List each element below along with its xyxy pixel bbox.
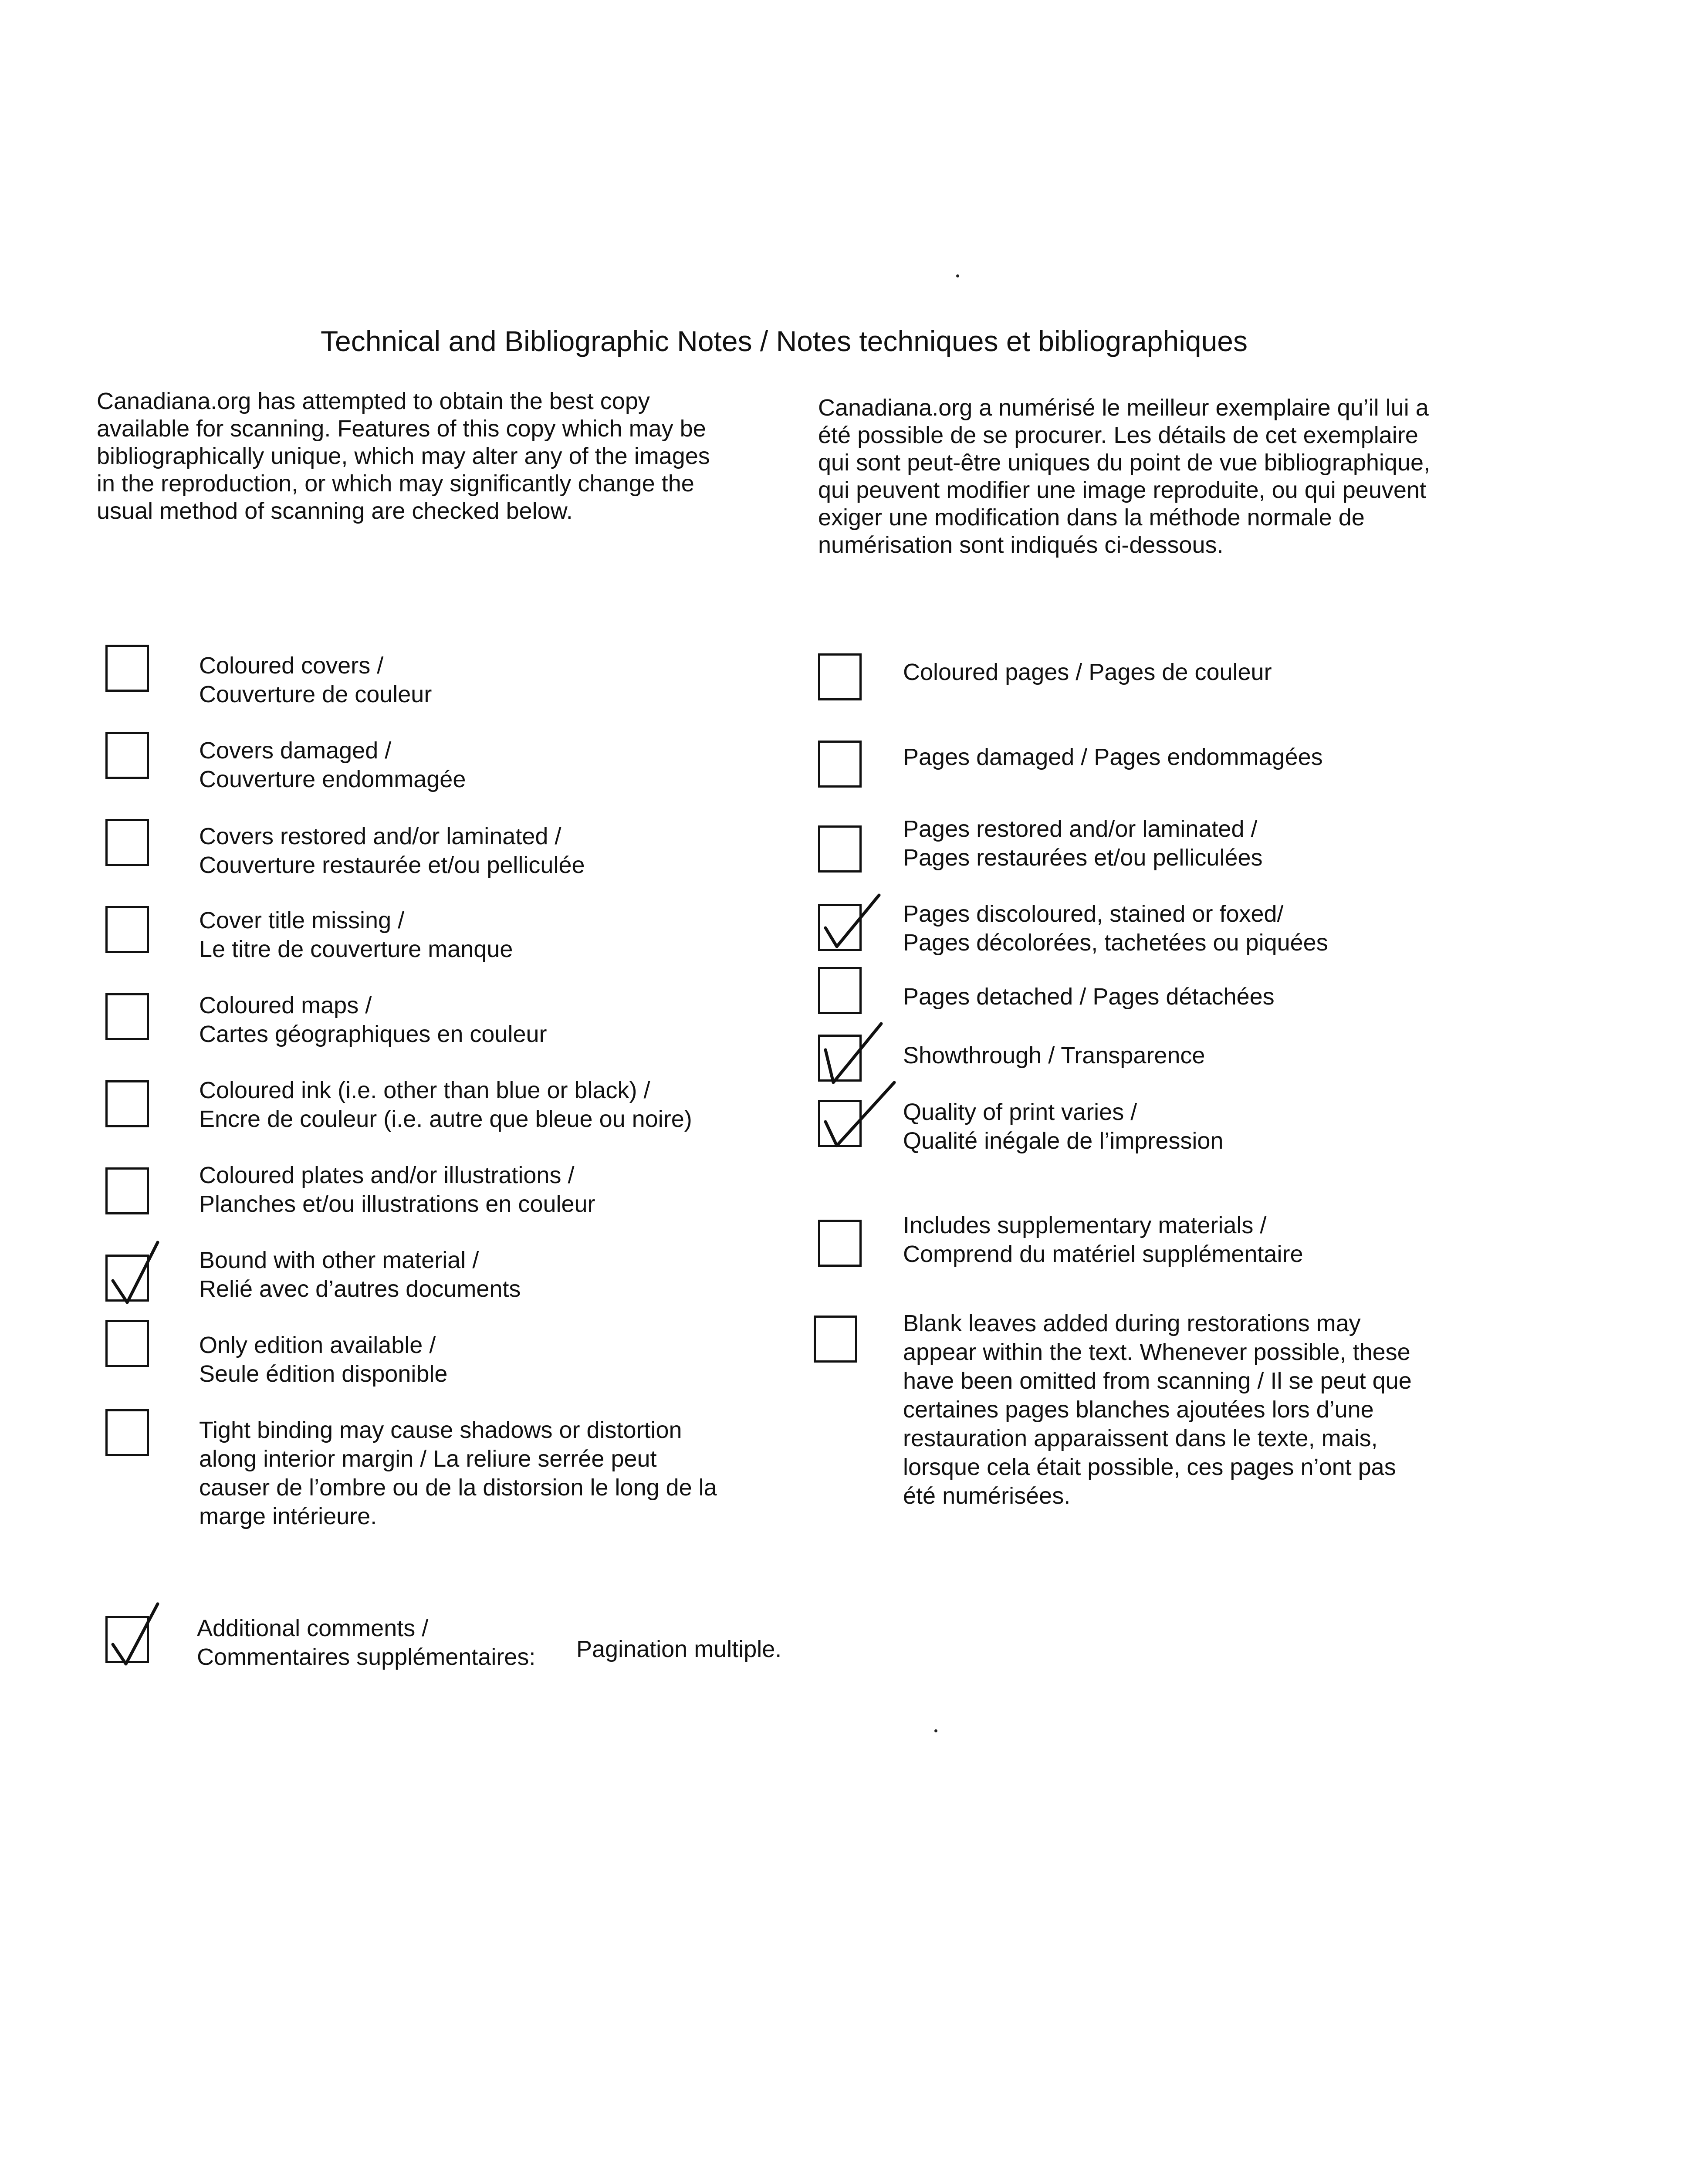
checkbox-pages-discoloured[interactable] [818, 904, 862, 951]
intro-french: Canadiana.org a numérisé le meilleur exemplaire qu’il lui a été possible de se procurer. Les détails de cet exemplaire qui sont peut-être uniques du point de vue bibliographique, qui peuvent modifier une image reproduite, ou qui peuvent exiger une modification dans la méthode normale de numérisation sont indiqués ci-dessous. [818, 395, 1431, 558]
checkbox-coloured-covers[interactable] [105, 645, 149, 692]
checkbox-covers-restored[interactable] [105, 819, 149, 866]
item-label-coloured-ink: Coloured ink (i.e. other than blue or black) / Encre de couleur (i.e. autre que bleue ou noire) [199, 1077, 692, 1132]
checkbox-cover-title-missing[interactable] [105, 906, 149, 953]
item-label-covers-restored: Covers restored and/or laminated / Couverture restaurée et/ou pelliculée [199, 823, 585, 878]
checkbox-pages-detached[interactable] [818, 967, 862, 1014]
checkbox-coloured-plates[interactable] [105, 1167, 149, 1214]
comments-value: Pagination multiple. [576, 1636, 782, 1662]
intro-english: Canadiana.org has attempted to obtain the best copy available for scanning. Features of this copy which may be bibliographically unique, which may alter any of the images in the reproduction, or which may significantly change the usual method of scanning are checked below. [97, 388, 710, 524]
checkbox-quality-print[interactable] [818, 1100, 862, 1147]
checkmark-icon [103, 1599, 164, 1673]
item-label-pages-discoloured: Pages discoloured, stained or foxed/ Pages décolorées, tachetées ou piquées [903, 901, 1328, 956]
comments-label: Additional comments / Commentaires supplémentaires: [197, 1615, 536, 1670]
checkbox-coloured-ink[interactable] [105, 1080, 149, 1127]
item-label-pages-damaged: Pages damaged / Pages endommagées [903, 744, 1323, 770]
item-label-quality-print: Quality of print varies / Qualité inégale de l’impression [903, 1099, 1224, 1154]
checkbox-coloured-pages[interactable] [818, 653, 862, 700]
checkbox-pages-damaged[interactable] [818, 741, 862, 788]
item-label-cover-title-missing: Cover title missing / Le titre de couverture manque [199, 907, 513, 962]
checkbox-bound-with-other[interactable] [105, 1255, 149, 1302]
item-label-only-edition: Only edition available / Seule édition disponible [199, 1332, 448, 1387]
checkmark-icon [816, 1017, 886, 1091]
checkmark-icon [816, 886, 886, 960]
checkbox-pages-restored[interactable] [818, 825, 862, 873]
item-label-coloured-plates: Coloured plates and/or illustrations / Planches et/ou illustrations en couleur [199, 1162, 595, 1217]
item-label-supplementary: Includes supplementary materials / Comprend du matériel supplémentaire [903, 1212, 1303, 1267]
item-label-pages-restored: Pages restored and/or laminated / Pages restaurées et/ou pelliculées [903, 816, 1263, 871]
item-label-tight-binding: Tight binding may cause shadows or distortion along interior margin / La reliure serrée peut causer de l’ombre ou de la distorsion le long de la marge intérieure. [199, 1417, 717, 1529]
item-label-showthrough: Showthrough / Transparence [903, 1042, 1205, 1069]
checkbox-supplementary[interactable] [818, 1220, 862, 1267]
checkbox-blank-leaves[interactable] [814, 1316, 857, 1363]
checkmark-icon [816, 1082, 899, 1157]
item-label-coloured-maps: Coloured maps / Cartes géographiques en couleur [199, 992, 547, 1047]
scan-speck [934, 1729, 937, 1732]
item-label-covers-damaged: Covers damaged / Couverture endommagée [199, 737, 466, 792]
checkbox-showthrough[interactable] [818, 1035, 862, 1082]
item-label-blank-leaves: Blank leaves added during restorations may appear within the text. Whenever possible, these have been omitted from scanning / Il se peut que certaines pages blanches ajoutées lors d’une restauration apparaissent dans le texte, mais, lorsque cela était possible, ces pages n’ont pas été numérisées. [903, 1310, 1412, 1509]
scan-speck [956, 274, 959, 277]
checkbox-coloured-maps[interactable] [105, 993, 149, 1040]
item-label-pages-detached: Pages detached / Pages détachées [903, 984, 1275, 1010]
checkbox-additional-comments[interactable] [105, 1616, 149, 1663]
item-label-coloured-pages: Coloured pages / Pages de couleur [903, 659, 1272, 685]
checkbox-covers-damaged[interactable] [105, 732, 149, 779]
checkmark-icon [103, 1237, 164, 1311]
item-label-bound-with-other: Bound with other material / Relié avec d’autres documents [199, 1247, 521, 1302]
page-title: Technical and Bibliographic Notes / Notes techniques et bibliographiques [321, 325, 1248, 357]
checkbox-tight-binding[interactable] [105, 1409, 149, 1456]
item-label-coloured-covers: Coloured covers / Couverture de couleur [199, 653, 432, 707]
checkbox-only-edition[interactable] [105, 1320, 149, 1367]
